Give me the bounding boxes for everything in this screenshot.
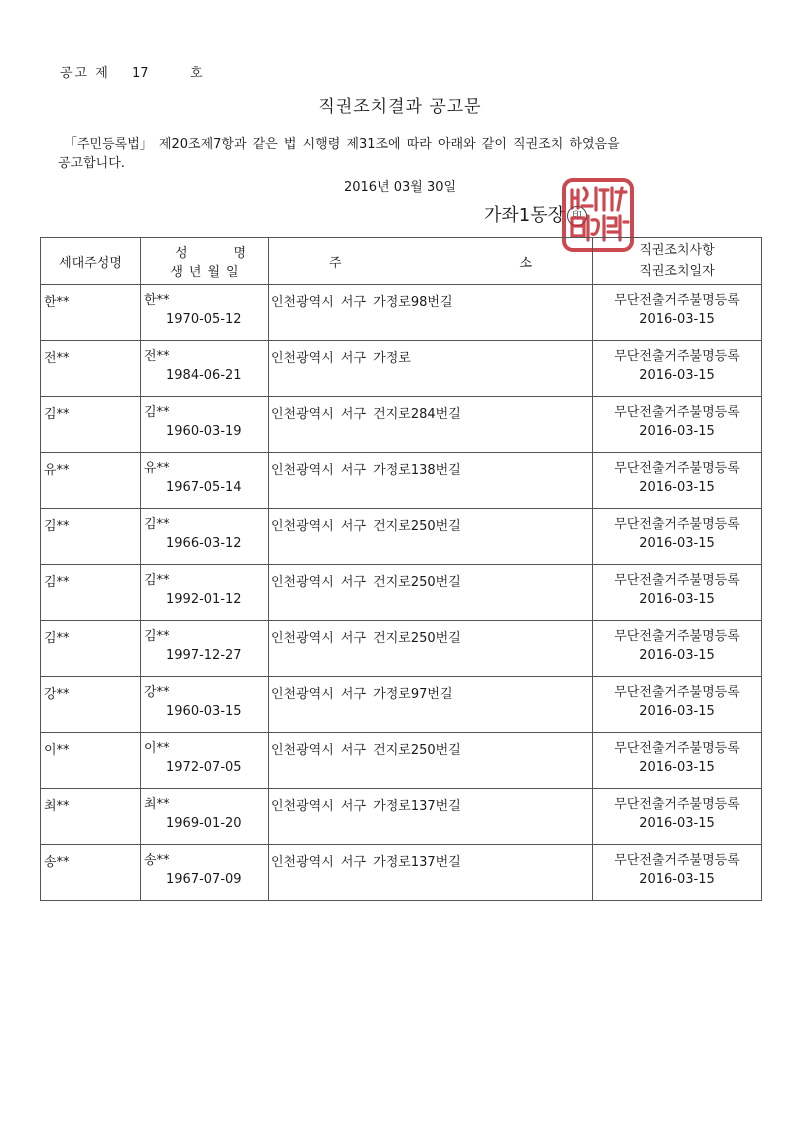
address: 인천광역시 서구 가정로137번길 [271, 855, 461, 870]
action-date: 2016-03-15 [639, 872, 715, 887]
action-type: 무단전출거주불명등록 [614, 629, 740, 644]
table-row [41, 845, 762, 901]
member-name: 김** [144, 573, 170, 588]
member-name: 최** [144, 797, 170, 812]
action-type: 무단전출거주불명등록 [614, 797, 740, 812]
address: 인천광역시 서구 건지로250번길 [271, 519, 461, 534]
cell-address [269, 733, 593, 789]
action-date: 2016-03-15 [639, 704, 715, 719]
table-row [41, 621, 762, 677]
notice-body [58, 135, 738, 173]
address: 인천광역시 서구 가정로138번길 [271, 463, 461, 478]
notice-label: 공고 제 [60, 66, 110, 81]
cell-name-birth [141, 509, 269, 565]
header-birth: 생년월일 [170, 265, 245, 280]
action-type: 무단전출거주불명등록 [614, 741, 740, 756]
cell-status [593, 397, 762, 453]
roster-table [40, 237, 762, 901]
action-type: 무단전출거주불명등록 [614, 853, 740, 868]
page-title: 직권조치결과 공고문 [318, 97, 482, 117]
head-name: 김** [44, 407, 70, 422]
birth-date: 1992-01-12 [166, 592, 242, 607]
table-row [41, 677, 762, 733]
header-status-bottom: 직권조치일자 [639, 264, 715, 279]
member-name: 김** [144, 405, 170, 420]
head-name: 이** [44, 743, 70, 758]
member-name: 김** [144, 629, 170, 644]
head-name: 송** [44, 855, 70, 870]
cell-head-name [41, 677, 141, 733]
head-name: 김** [44, 631, 70, 646]
signer-name: 가좌1동장 [484, 205, 566, 226]
cell-address [269, 285, 593, 341]
action-type: 무단전출거주불명등록 [614, 685, 740, 700]
cell-head-name [41, 285, 141, 341]
address: 인천광역시 서구 가정로137번길 [271, 799, 461, 814]
cell-status [593, 565, 762, 621]
cell-status [593, 341, 762, 397]
header-name-b: 명 [233, 246, 246, 261]
cell-address [269, 341, 593, 397]
birth-date: 1997-12-27 [166, 648, 242, 663]
cell-head-name [41, 397, 141, 453]
cell-head-name [41, 509, 141, 565]
address: 인천광역시 서구 건지로250번길 [271, 631, 461, 646]
header-name-birth [141, 238, 269, 285]
cell-address [269, 565, 593, 621]
head-name: 전** [44, 351, 70, 366]
table-row [41, 397, 762, 453]
head-name: 한** [44, 295, 70, 310]
member-name: 전** [144, 349, 170, 364]
header-addr-b: 소 [519, 255, 532, 271]
cell-address [269, 845, 593, 901]
table-row [41, 453, 762, 509]
birth-date: 1967-05-14 [166, 480, 242, 495]
cell-status [593, 509, 762, 565]
address: 인천광역시 서구 가정로97번길 [271, 687, 453, 702]
cell-address [269, 789, 593, 845]
cell-name-birth [141, 341, 269, 397]
notice-number-value: 17 [132, 66, 149, 81]
head-name: 강** [44, 687, 70, 702]
action-date: 2016-03-15 [639, 480, 715, 495]
cell-status [593, 677, 762, 733]
header-address [269, 238, 593, 285]
table-row [41, 565, 762, 621]
cell-status [593, 285, 762, 341]
action-date: 2016-03-15 [639, 424, 715, 439]
address: 인천광역시 서구 건지로250번길 [271, 743, 461, 758]
action-date: 2016-03-15 [639, 816, 715, 831]
roster-body [41, 285, 762, 901]
seal-glyphs-top [572, 188, 626, 210]
cell-head-name [41, 621, 141, 677]
header-status [593, 238, 762, 285]
cell-address [269, 397, 593, 453]
head-name: 김** [44, 575, 70, 590]
notice-body-line-1: 「주민등록법」 제20조제7항과 같은 법 시행령 제31조에 따라 아래와 같이 직권조치 하였음을 [64, 137, 620, 152]
action-date: 2016-03-15 [639, 312, 715, 327]
action-date: 2016-03-15 [639, 368, 715, 383]
action-type: 무단전출거주불명등록 [614, 405, 740, 420]
table-row [41, 789, 762, 845]
action-date: 2016-03-15 [639, 536, 715, 551]
action-type: 무단전출거주불명등록 [614, 517, 740, 532]
cell-address [269, 621, 593, 677]
birth-date: 1960-03-15 [166, 704, 242, 719]
cell-status [593, 789, 762, 845]
member-name: 한** [144, 293, 170, 308]
cell-head-name [41, 565, 141, 621]
action-type: 무단전출거주불명등록 [614, 293, 740, 308]
cell-name-birth [141, 285, 269, 341]
header-status-top: 직권조치사항 [639, 243, 715, 258]
action-date: 2016-03-15 [639, 760, 715, 775]
address: 인천광역시 서구 건지로250번길 [271, 575, 461, 590]
cell-address [269, 453, 593, 509]
action-type: 무단전출거주불명등록 [614, 573, 740, 588]
birth-date: 1970-05-12 [166, 312, 242, 327]
head-name: 최** [44, 799, 70, 814]
address: 인천광역시 서구 가정로 [271, 351, 411, 366]
cell-head-name [41, 789, 141, 845]
member-name: 김** [144, 517, 170, 532]
address: 인천광역시 서구 건지로284번길 [271, 407, 461, 422]
cell-name-birth [141, 397, 269, 453]
header-addr-a: 주 [329, 255, 342, 271]
birth-date: 1960-03-19 [166, 424, 242, 439]
table-row [41, 733, 762, 789]
address: 인천광역시 서구 가정로98번길 [271, 295, 453, 310]
notice-number [60, 62, 203, 81]
birth-date: 1966-03-12 [166, 536, 242, 551]
birth-date: 1972-07-05 [166, 760, 242, 775]
birth-date: 1967-07-09 [166, 872, 242, 887]
cell-head-name [41, 733, 141, 789]
notice-date: 2016년 03월 30일 [343, 180, 457, 195]
head-name: 김** [44, 519, 70, 534]
head-name: 유** [44, 463, 70, 478]
cell-name-birth [141, 621, 269, 677]
cell-name-birth [141, 677, 269, 733]
cell-address [269, 677, 593, 733]
action-date: 2016-03-15 [639, 648, 715, 663]
cell-status [593, 733, 762, 789]
member-name: 송** [144, 853, 170, 868]
action-type: 무단전출거주불명등록 [614, 349, 740, 364]
cell-head-name [41, 453, 141, 509]
birth-date: 1984-06-21 [166, 368, 242, 383]
birth-date: 1969-01-20 [166, 816, 242, 831]
table-row [41, 285, 762, 341]
cell-name-birth [141, 733, 269, 789]
header-name-a: 성 [175, 246, 188, 261]
cell-status [593, 453, 762, 509]
notice-suffix: 호 [190, 66, 203, 81]
table-header-row [41, 238, 762, 285]
member-name: 이** [144, 741, 170, 756]
cell-name-birth [141, 845, 269, 901]
cell-status [593, 845, 762, 901]
table-row [41, 341, 762, 397]
action-date: 2016-03-15 [639, 592, 715, 607]
seal-mark: 印 [567, 206, 587, 226]
table-row [41, 509, 762, 565]
cell-head-name [41, 341, 141, 397]
cell-name-birth [141, 565, 269, 621]
cell-address [269, 509, 593, 565]
member-name: 유** [144, 461, 170, 476]
member-name: 강** [144, 685, 170, 700]
notice-body-line-2: 공고합니다. [58, 156, 125, 171]
cell-name-birth [141, 789, 269, 845]
cell-status [593, 621, 762, 677]
cell-name-birth [141, 453, 269, 509]
action-type: 무단전출거주불명등록 [614, 461, 740, 476]
header-head-name: 세대주성명 [41, 238, 141, 285]
cell-head-name [41, 845, 141, 901]
